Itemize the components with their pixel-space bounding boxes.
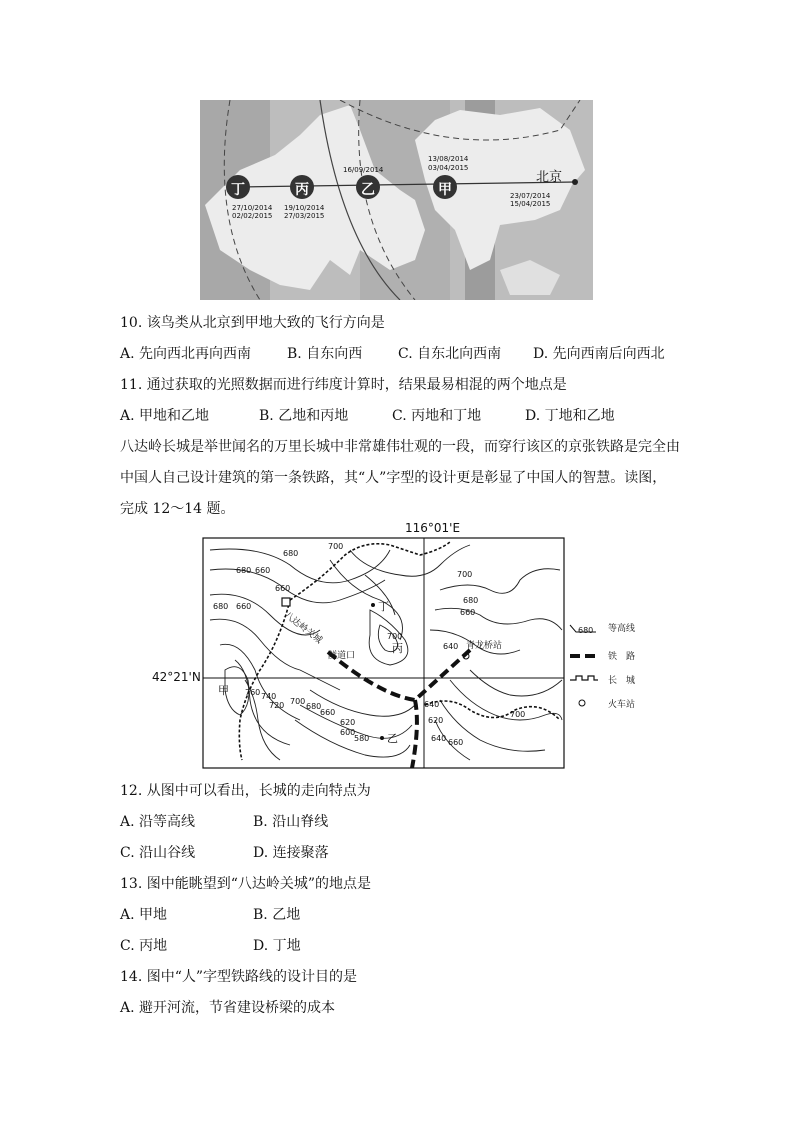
q10-option-a[interactable]: A. 先向西北再向西南 xyxy=(120,346,252,362)
contour-value: 660 xyxy=(448,738,464,747)
contour-value: 700 xyxy=(510,710,526,719)
contour-value: 660 xyxy=(460,608,476,617)
place-ding: 丁 xyxy=(378,600,389,613)
lat-label: 42°21'N xyxy=(152,670,201,684)
guancheng-label: 八达岭关城 xyxy=(281,610,324,646)
contour-value: 700 xyxy=(387,632,403,641)
contour-value: 740 xyxy=(261,692,277,701)
q11-stem: 11. 通过获取的光照数据而进行纬度计算时，结果最易相混的两个地点是 xyxy=(120,377,567,393)
point-ding-label: 丁 xyxy=(231,182,245,198)
migration-map xyxy=(200,100,593,300)
contour-value: 680 xyxy=(463,596,479,605)
topo-map xyxy=(150,520,680,770)
q10-stem: 10. 该鸟类从北京到甲地大致的飞行方向是 xyxy=(120,315,385,331)
contour-value: 720 xyxy=(269,701,285,710)
date-ding-1: 27/10/2014 xyxy=(232,204,273,212)
contour-value: 660 xyxy=(320,708,336,717)
q10-option-d[interactable]: D. 先向西南后向西北 xyxy=(533,346,665,362)
q11-option-a[interactable]: A. 甲地和乙地 xyxy=(120,408,210,424)
q11-option-d[interactable]: D. 丁地和乙地 xyxy=(525,408,615,424)
passage-line-3: 完成 12～14 题。 xyxy=(120,501,235,517)
q11-option-b[interactable]: B. 乙地和丙地 xyxy=(259,408,349,424)
q10-option-b[interactable]: B. 自东向西 xyxy=(287,346,363,362)
contour-value: 640 xyxy=(424,700,440,709)
contour-value: 620 xyxy=(340,718,356,727)
contour-value: 660 xyxy=(275,584,291,593)
contour-value: 580 xyxy=(354,734,370,743)
contour-value: 660 xyxy=(236,602,252,611)
q13-option-a[interactable]: A. 甲地 xyxy=(120,907,168,923)
q13-option-c[interactable]: C. 丙地 xyxy=(120,938,168,954)
q10-option-c[interactable]: C. 自东北向西南 xyxy=(398,346,502,362)
place-yi: 乙 xyxy=(387,732,398,745)
station-label: 青龙桥站 xyxy=(466,641,503,651)
contour-value: 700 xyxy=(457,570,473,579)
contour-value: 760 xyxy=(245,688,261,697)
q14-stem: 14. 图中“人”字型铁路线的设计目的是 xyxy=(120,969,358,985)
point-yi-label: 乙 xyxy=(361,182,375,198)
point-bing-label: 丙 xyxy=(295,182,309,198)
point-jia-label: 甲 xyxy=(438,182,452,198)
passage-line-2: 中国人自己设计建筑的第一条铁路，其“人”字型的设计更是彰显了中国人的智慧。读图， xyxy=(120,470,667,486)
q12-option-b[interactable]: B. 沿山脊线 xyxy=(253,814,329,830)
place-jia: 甲 xyxy=(218,684,229,697)
date-jia-1: 13/08/2014 xyxy=(428,155,469,163)
place-bing: 丙 xyxy=(392,642,403,655)
q12-option-d[interactable]: D. 连接聚落 xyxy=(253,845,329,861)
contour-value: 700 xyxy=(290,697,306,706)
q12-stem: 12. 从图中可以看出，长城的走向特点为 xyxy=(120,783,371,799)
legend-wall-label: 长 城 xyxy=(608,676,636,686)
legend-railway-label: 铁 路 xyxy=(608,652,636,662)
contour-value: 660 xyxy=(255,566,271,575)
contour-value: 620 xyxy=(428,716,444,725)
contour-value: 600 xyxy=(340,728,356,737)
date-bj-2: 15/04/2015 xyxy=(510,200,551,208)
contour-value: 680 xyxy=(306,702,322,711)
tunnel-label: 隧道口 xyxy=(328,651,356,661)
q12-option-a[interactable]: A. 沿等高线 xyxy=(120,814,196,830)
contour-value: 700 xyxy=(328,542,344,551)
date-jia-2: 03/04/2015 xyxy=(428,164,469,172)
q14-option-a[interactable]: A. 避开河流，节省建设桥梁的成本 xyxy=(120,1000,336,1016)
q13-option-b[interactable]: B. 乙地 xyxy=(253,907,301,923)
q13-option-d[interactable]: D. 丁地 xyxy=(253,938,301,954)
date-bj-1: 23/07/2014 xyxy=(510,192,551,200)
beijing-label: 北京 xyxy=(536,170,563,185)
date-bing-1: 19/10/2014 xyxy=(284,204,325,212)
date-ding-2: 02/02/2015 xyxy=(232,212,273,220)
date-yi-1: 16/09/2014 xyxy=(343,166,384,174)
q11-option-c[interactable]: C. 丙地和丁地 xyxy=(392,408,482,424)
contour-value: 640 xyxy=(431,734,447,743)
date-bing-2: 27/03/2015 xyxy=(284,212,325,220)
contour-value: 680 xyxy=(236,566,252,575)
q13-stem: 13. 图中能眺望到“八达岭关城”的地点是 xyxy=(120,876,372,892)
passage-line-1: 八达岭长城是举世闻名的万里长城中非常雄伟壮观的一段，而穿行该区的京张铁路是完全由 xyxy=(120,439,680,455)
lon-label: 116°01'E xyxy=(405,521,461,535)
contour-value: 680 xyxy=(213,602,229,611)
contour-value: 640 xyxy=(443,642,459,651)
contour-value: 680 xyxy=(283,549,299,558)
legend-contour-sample: 680 xyxy=(578,626,594,635)
q12-option-c[interactable]: C. 沿山谷线 xyxy=(120,845,196,861)
legend-station-label: 火车站 xyxy=(608,700,636,710)
legend-contour-label: 等高线 xyxy=(608,624,636,634)
